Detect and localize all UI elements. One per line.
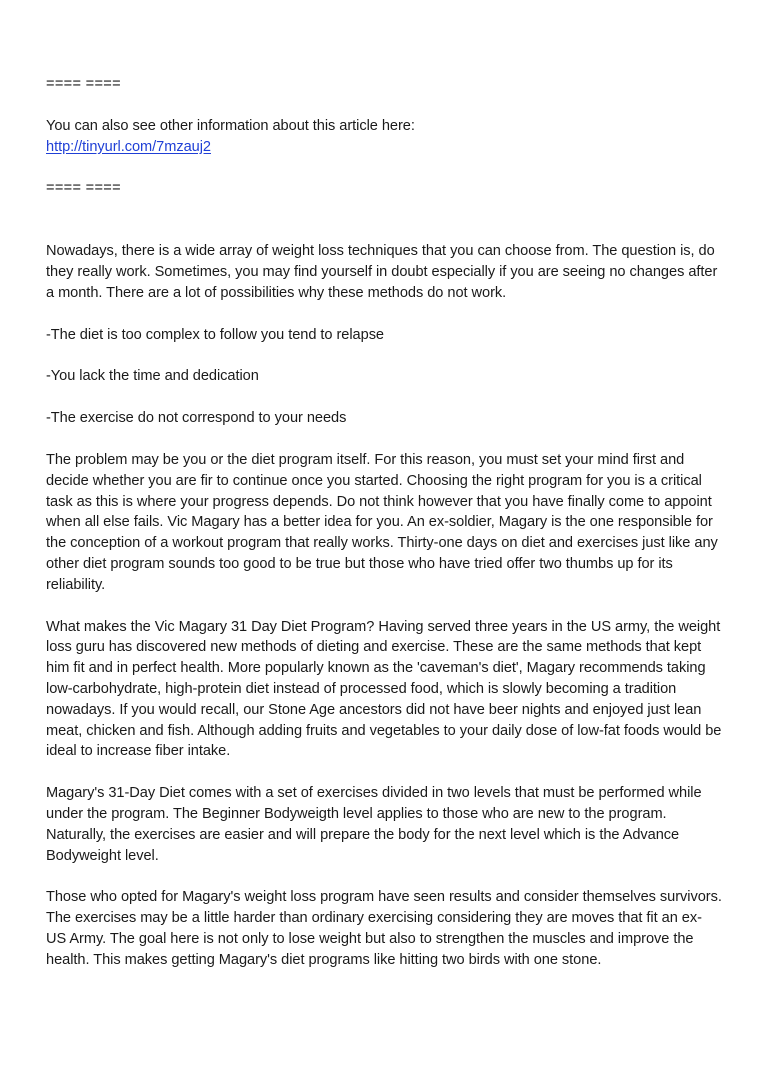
document-body <box>46 74 722 971</box>
separator-bottom: ==== ==== <box>46 180 121 197</box>
intro-paragraph: Nowadays, there is a wide array of weight loss techniques that you can choose from. The question is, do they really work. Sometimes, you may find yourself in doubt especially if you are seeing no changes after a month. There are a lot of possibilities why these methods do not work. <box>46 243 718 301</box>
info-text: You can also see other information about this article here: <box>46 117 415 134</box>
separator-top: ==== ==== <box>46 76 121 92</box>
body-paragraph: What makes the Vic Magary 31 Day Diet Program? Having served three years in the US army, the weight loss guru has discovered new methods of dieting and exercise. These are the same methods that kept him fit and in perfect health. More popularly known as the 'caveman's diet', Magary recommends taking low-carbohydrate, high-protein diet instead of processed food, which is slowly becoming a tradition nowadays. If you would recall, our Stone Age ancestors did not have beer nights and enjoyed just lean meat, chicken and fish. Although adding fruits and vegetables to your daily dose of low-fat foods would be ideal to increase fiber intake. <box>46 618 722 760</box>
body-paragraph: The problem may be you or the diet program itself. For this reason, you must set your mind first and decide whether you are fir to continue once you started. Choosing the right program for you is a critical task as this is where your progress depends. Do not think however that you have finally come to appoint when all else fails. Vic Magary has a better idea for you. An ex-soldier, Magary is the one responsible for the conception of a workout program that really works. Thirty-one days on diet and exercises just like any other diet program sounds too good to be true but those who have tried offer two thumbs up for its reliability. <box>46 451 718 593</box>
body-paragraph: Those who opted for Magary's weight loss program have seen results and consider themselves survivors. The exercises may be a little harder than ordinary exercising considering they are moves that fit an ex-US Army. The goal here is not only to lose weight but also to strengthen the muscles and improve the health. This makes getting Magary's diet programs like hitting two birds with one stone. <box>46 889 722 968</box>
body-paragraph: Magary's 31-Day Diet comes with a set of exercises divided in two levels that must be performed while under the program. The Beginner Bodyweigth level applies to those who are new to the program. Naturally, the exercises are easier and will prepare the body for the next level which is the Advance Bodyweight level. <box>46 785 702 864</box>
info-link[interactable]: http://tinyurl.com/7mzauj2 <box>46 138 211 155</box>
reason-item: -The exercise do not correspond to your needs <box>46 410 347 427</box>
reason-item: -The diet is too complex to follow you tend to relapse <box>46 326 385 343</box>
reason-item: -You lack the time and dedication <box>46 368 259 385</box>
